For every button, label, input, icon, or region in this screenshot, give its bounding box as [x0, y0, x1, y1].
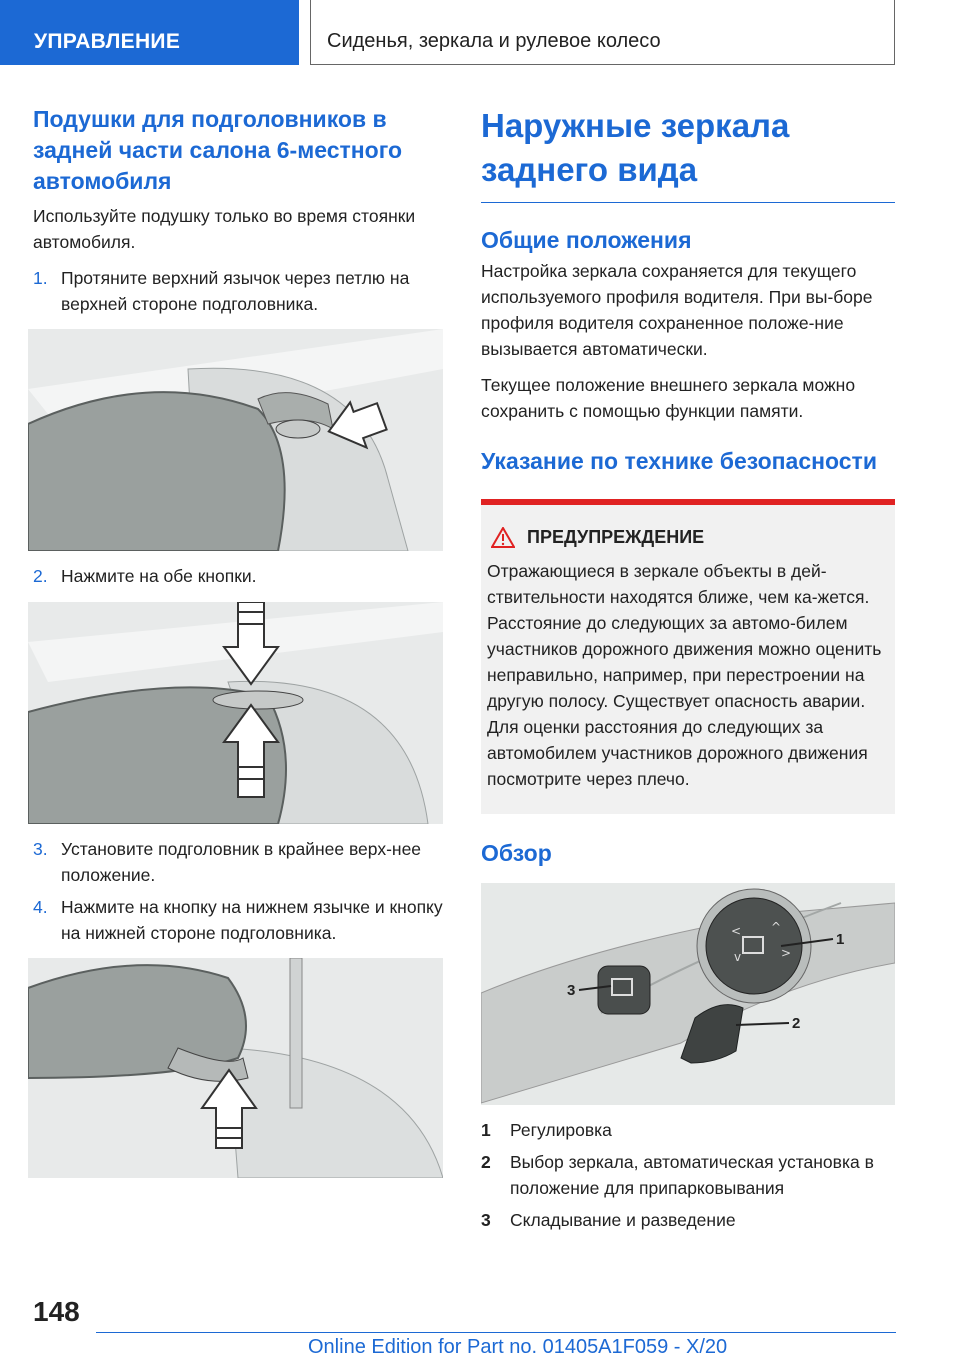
step-text: Установите подголовник в крайнее верх-нее положение. — [61, 839, 422, 885]
page-title: Наружные зеркала заднего вида — [481, 107, 790, 188]
legend-item-1 — [481, 1117, 895, 1143]
page-number: 148 — [33, 1296, 80, 1327]
step-text: Нажмите на обе кнопки. — [61, 566, 257, 586]
general-heading: Общие положения — [481, 227, 692, 253]
step-2 — [33, 563, 443, 589]
legend — [481, 1117, 895, 1233]
headrest-figure-3 — [28, 958, 443, 1178]
footer-divider — [96, 1332, 896, 1333]
steps-3-4 — [33, 836, 443, 946]
step-number: 4. — [33, 897, 48, 917]
title-divider — [481, 202, 895, 203]
mirror-controls-figure — [481, 883, 895, 1105]
svg-text:>: > — [781, 946, 792, 960]
right-column — [481, 104, 895, 1233]
warning-text: Отражающиеся в зеркале объекты в дей-ствительности находятся ближе, чем ка-жется. Расстояние до следующих за автомо-билем участников дорожного движения можно оценить неправильно, например, при перестроении на другую полосу. Существует опасность аварии. Для оценки расстояния до следующих за автомобилем участников дорожного движения посмотрите через плечо. — [487, 561, 882, 789]
step-3 — [33, 836, 443, 888]
general-paragraph-2: Текущее положение внешнего зеркала можно сохранить с помощью функции памяти. — [481, 375, 856, 421]
edition-footer: Online Edition for Part no. 01405A1F059 - X/20 — [308, 1336, 728, 1358]
headrest-figure-2 — [28, 602, 443, 824]
step-text: Протяните верхний язычок через петлю на верхней стороне подголовника. — [61, 268, 410, 314]
step-1 — [33, 265, 443, 317]
intro-text: Используйте подушку только во время стоянки автомобиля. — [33, 206, 416, 252]
step-number: 2. — [33, 566, 48, 586]
warning-triangle-icon — [491, 527, 515, 548]
overview-heading: Обзор — [481, 840, 552, 866]
chapter-title: Сиденья, зеркала и рулевое колесо — [310, 0, 895, 65]
safety-heading: Указание по технике безопасности — [481, 448, 877, 474]
legend-text: Регулировка — [510, 1120, 612, 1140]
step-number: 3. — [33, 839, 48, 859]
legend-number: 3 — [481, 1210, 491, 1230]
step-text: Нажмите на кнопку на нижнем язычке и кнопку на нижней стороне подголовника. — [61, 897, 443, 943]
svg-text:<: < — [731, 924, 742, 938]
callout-3: 3 — [567, 982, 576, 999]
general-paragraph-1: Настройка зеркала сохраняется для текущего используемого профиля водителя. При вы-боре профиля водителя сохраненное положе-ние вызывается автоматически. — [481, 261, 873, 359]
section-tab: УПРАВЛЕНИЕ — [0, 0, 299, 65]
legend-number: 2 — [481, 1152, 491, 1172]
step-number: 1. — [33, 268, 48, 288]
step-4 — [33, 894, 443, 946]
legend-item-3 — [481, 1207, 895, 1233]
warning-box — [481, 499, 895, 814]
warning-title — [491, 527, 887, 548]
legend-number: 1 — [481, 1120, 491, 1140]
callout-1: 1 — [836, 931, 845, 948]
headrest-figure-1 — [28, 329, 443, 551]
left-column — [33, 104, 443, 317]
section-heading: Подушки для подголовников в задней части салона 6-местного автомобиля — [33, 106, 403, 194]
legend-item-2 — [481, 1149, 895, 1201]
legend-text: Выбор зеркала, автоматическая установка в положение для припарковывания — [510, 1152, 874, 1198]
legend-text: Складывание и разведение — [510, 1210, 736, 1230]
callout-2: 2 — [792, 1015, 801, 1032]
svg-text:v: v — [734, 950, 742, 964]
svg-text:^: ^ — [771, 920, 782, 934]
warning-title-text: ПРЕДУПРЕЖДЕНИЕ — [527, 527, 705, 547]
